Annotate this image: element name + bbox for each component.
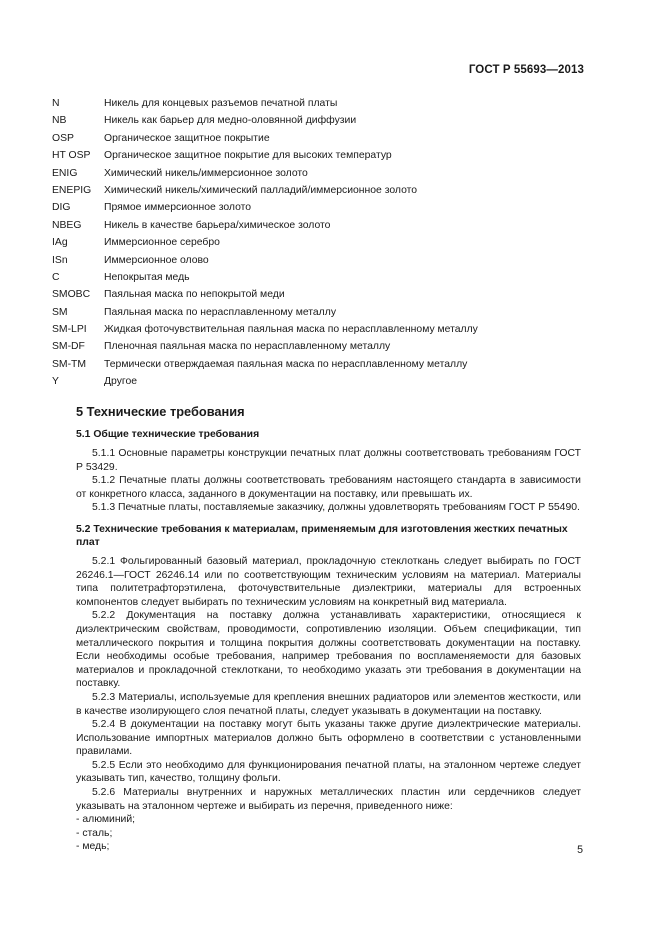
document-header-id: ГОСТ Р 55693—2013 (468, 64, 584, 76)
abbreviation-description: Пленочная паяльная маска по нерасплавленному металлу (104, 341, 391, 353)
section-5-content (76, 404, 581, 853)
paragraph-5-1-1: 5.1.1 Основные параметры конструкции печатных плат должны соответствовать требованиям ГОСТ Р 53429. (76, 448, 581, 473)
paragraph-5-2-3: 5.2.3 Материалы, используемые для крепления внешних радиаторов или элементов жесткости, или в качестве изолирующего слоя печатной платы, следует указывать в документации на поставку. (76, 691, 581, 717)
abbreviation-code: SM-TM (52, 358, 87, 370)
abbreviation-description: Никель как барьер для медно-оловянной диффузии (104, 115, 357, 127)
paragraph-5-2-1: 5.2.1 Фольгированный базовый материал, прокладочную стеклоткань следует выбирать по ГОСТ 26246.1—ГОСТ 26246.14 или по соответствующим техническим условиям на материал. Материалы типа политетрафторэтилена, фоточувствительные диэлектрики, материалы для встроенных компонентов следует выбирать по техническим условиям на конкретный вид материала. (76, 555, 581, 608)
abbreviation-code: NB (52, 115, 67, 127)
abbreviation-row (52, 321, 592, 338)
paragraph-5-1-2: 5.1.2 Печатные платы должны соответствовать требованиям настоящего стандарта в зависимости от конкретного класса, заданного в документации на поставку, или превышать их. (76, 475, 581, 500)
abbreviation-row (52, 373, 592, 390)
abbreviation-description: Прямое иммерсионное золото (104, 202, 252, 214)
abbreviation-code: Y (52, 376, 59, 388)
paragraph-5-2-6: 5.2.6 Материалы внутренних и наружных металлических пластин или сердечников следует указывать на эталонном чертеже и выбирать из перечня, приведенного ниже: (76, 787, 581, 812)
abbreviation-description: Паяльная маска по нерасплавленному металлу (104, 306, 337, 318)
abbreviation-row (52, 304, 592, 321)
abbreviation-description: Паяльная маска по непокрытой меди (104, 289, 285, 301)
abbreviation-code: ENEPIG (52, 184, 92, 196)
abbreviation-row (52, 217, 592, 234)
abbreviation-description: Другое (104, 376, 138, 388)
abbreviation-code: SMOBC (52, 289, 91, 301)
abbreviation-code: SM-LPI (52, 324, 87, 336)
list-item: - алюминий; (76, 814, 136, 826)
abbreviation-row (52, 165, 592, 182)
abbreviation-row (52, 199, 592, 216)
abbreviation-description: Химический никель/иммерсионное золото (104, 167, 308, 179)
abbreviation-code: DIG (52, 202, 71, 214)
list-item: - сталь; (76, 827, 113, 839)
abbreviation-description: Непокрытая медь (104, 271, 190, 283)
abbreviation-code: OSP (52, 132, 74, 144)
paragraph-5-1-3: 5.1.3 Печатные платы, поставляемые заказчику, должны удовлетворять требованиям ГОСТ Р 55490. (92, 502, 580, 514)
abbreviation-row (52, 130, 592, 147)
abbreviation-row (52, 147, 592, 164)
page-number: 5 (577, 844, 583, 856)
paragraph-5-2-2: 5.2.2 Документация на поставку должна устанавливать характеристики, относящиеся к диэлектрическим свойствам, проводимости, сопротивлению изоляции. Объем спецификации, тип металлического покрытия и толщина покрытия должны соответствовать документации на поставку. Если необходимы особые требования, например требования по воспламеняемости для базовых материалов и прокладочной стеклоткани, то необходимо указать эти требования в документации на поставку. (76, 610, 581, 690)
abbreviation-code: NBEG (52, 219, 82, 231)
abbreviation-list (52, 95, 592, 391)
abbreviation-description: Никель для концевых разъемов печатной платы (104, 98, 338, 109)
abbreviation-row (52, 269, 592, 286)
abbreviation-description: Никель в качестве барьера/химическое золото (104, 219, 331, 231)
abbreviation-code: HT OSP (52, 150, 91, 162)
paragraph-5-2-5: 5.2.5 Если это необходимо для функционирования печатной платы, на эталонном чертеже следует указывать тип, качество, толщину фольги. (76, 759, 581, 785)
abbreviation-code: SM-DF (52, 341, 85, 353)
abbreviation-row (52, 286, 592, 303)
abbreviation-description: Иммерсионное олово (104, 254, 209, 266)
abbreviation-description: Термически отверждаемая паяльная маска по нерасплавленному металлу (104, 358, 468, 370)
abbreviation-row (52, 356, 592, 373)
abbreviation-code: ISn (52, 254, 68, 266)
abbreviation-row (52, 338, 592, 355)
paragraph-5-2-4: 5.2.4 В документации на поставку могут быть указаны также другие диэлектрические материалы. Использование импортных материалов должно быть оформлено в соответствии с установленными правилами. (76, 719, 581, 758)
list-item: - медь; (76, 841, 110, 853)
abbreviation-description: Органическое защитное покрытие для высоких температур (104, 150, 392, 162)
abbreviation-row (52, 112, 592, 129)
abbreviation-description: Жидкая фоточувствительная паяльная маска по нерасплавленному металлу (104, 324, 478, 336)
abbreviation-code: ENIG (52, 167, 78, 179)
subsection-title: 5.1 Общие технические требования (76, 429, 260, 440)
abbreviation-row (52, 182, 592, 199)
subsection-title: 5.2 Технические требования к материалам, применяемым для изготовления жестких печатных плат (76, 523, 568, 548)
abbreviation-code: N (52, 98, 60, 109)
abbreviation-row (52, 234, 592, 251)
abbreviation-description: Иммерсионное серебро (104, 237, 220, 249)
section-title: 5 Технические требования (76, 404, 245, 419)
abbreviation-code: C (52, 271, 60, 283)
abbreviation-description: Химический никель/химический палладий/иммерсионное золото (104, 184, 418, 196)
abbreviation-row (52, 252, 592, 269)
abbreviation-code: SM (52, 306, 68, 318)
abbreviation-description: Органическое защитное покрытие (104, 132, 270, 144)
abbreviation-row (52, 95, 592, 112)
abbreviation-code: IAg (52, 237, 68, 249)
